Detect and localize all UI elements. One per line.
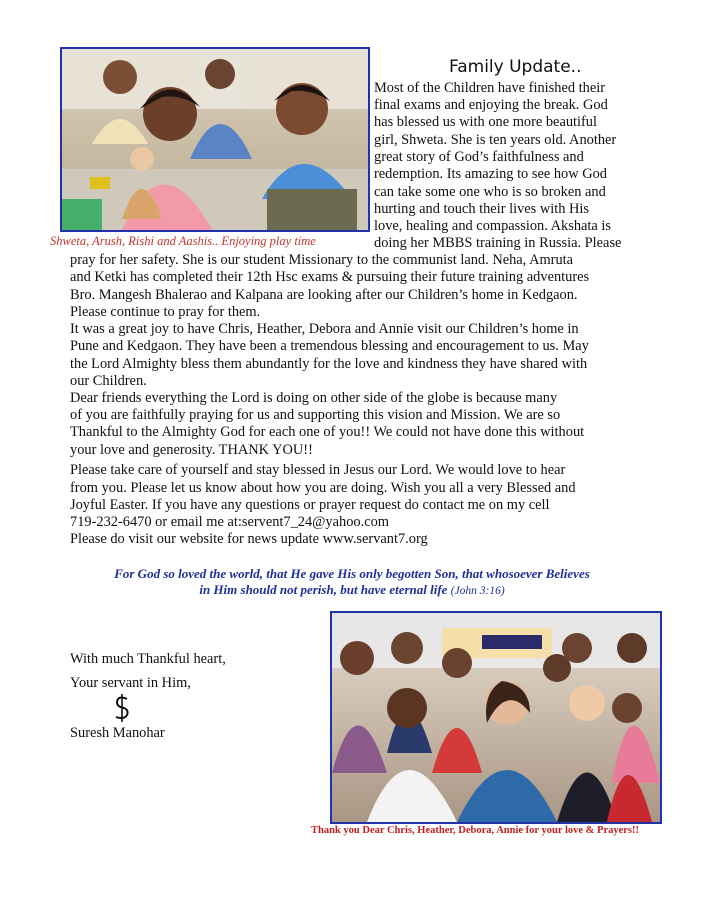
body-line: of you are faithfully praying for us and supporting this vision and Mission. We are so [70,407,561,423]
body-line: Please continue to pray for them. [70,304,261,320]
body-line: It was a great joy to have Chris, Heather, Debora and Annie visit our Children’s home in [70,321,579,337]
body-line: our Children. [70,373,147,389]
body-line: has blessed us with one more beautiful [374,114,598,130]
body-line: from you. Please let us know about how you are doing. Wish you all a very Blessed and [70,480,576,496]
body-line: Bro. Mangesh Bhalerao and Kalpana are looking after our Children’s home in Kedgaon. [70,287,578,303]
photo1-caption: Shweta, Arush, Rishi and Aashis.. Enjoying play time [50,234,316,248]
children-playing-photo [60,47,370,232]
body-line: can take some one who is so broken and [374,184,606,200]
closing-line-2: Your servant in Him, [70,675,191,691]
group-photo [330,611,662,824]
body-line: Please take care of yourself and stay blessed in Jesus our Lord. We would love to hear [70,462,566,478]
body-line: great story of God’s faithfulness and [374,149,584,165]
children-photo-illustration [62,49,368,230]
signature-name: Suresh Manohar [70,725,165,741]
body-line: pray for her safety. She is our student Missionary to the communist land. Neha, Amruta [70,252,574,268]
body-line: Thankful to the Almighty God for each one of you!! We could not have done this without [70,424,585,440]
body-line: doing her MBBS training in Russia. Please [374,235,622,251]
body-line: Most of the Children have finished their [374,80,606,96]
website-line: Please do visit our website for news update www.servant7.org [70,531,428,547]
body-line: hurting and touch their lives with His [374,201,590,217]
body-line: redemption. Its amazing to see how God [374,166,607,182]
photo2-caption: Thank you Dear Chris, Heather, Debora, Annie for your love & Prayers!! [311,825,640,836]
closing-line: With much Thankful heart, [70,651,226,667]
signature-mark [112,693,132,723]
contact-line: 719-232-6470 or email me at:servent7_24@yahoo.com [70,514,389,530]
verse-text: in Him should not perish, but have eternal life [199,582,448,597]
body-line: and Ketki has completed their 12th Hsc exams & pursuing their future training adventures [70,269,590,285]
body-line: final exams and enjoying the break. God [374,97,608,113]
body-line: Dear friends everything the Lord is doing on other side of the globe is because many [70,390,558,406]
group-photo-illustration [332,613,660,822]
verse-line-1: For God so loved the world, that He gave His only begotten Son, that whosoever Believes [114,566,590,581]
body-line: the Lord Almighty bless them abundantly for the love and kindness they have shared with [70,356,588,372]
body-line: your love and generosity. THANK YOU!! [70,442,313,458]
body-line: love, healing and compassion. Akshata is [374,218,612,234]
page-title: Family Update.. [449,57,582,77]
verse-reference: (John 3:16) [450,585,505,597]
body-line: Joyful Easter. If you have any questions or prayer request do contact me on my cell [70,497,550,513]
verse-line-2 [0,582,704,598]
body-line: Pune and Kedgaon. They have been a tremendous blessing and encouragement to us. May [70,338,589,354]
body-line: girl, Shweta. She is ten years old. Another [374,132,617,148]
